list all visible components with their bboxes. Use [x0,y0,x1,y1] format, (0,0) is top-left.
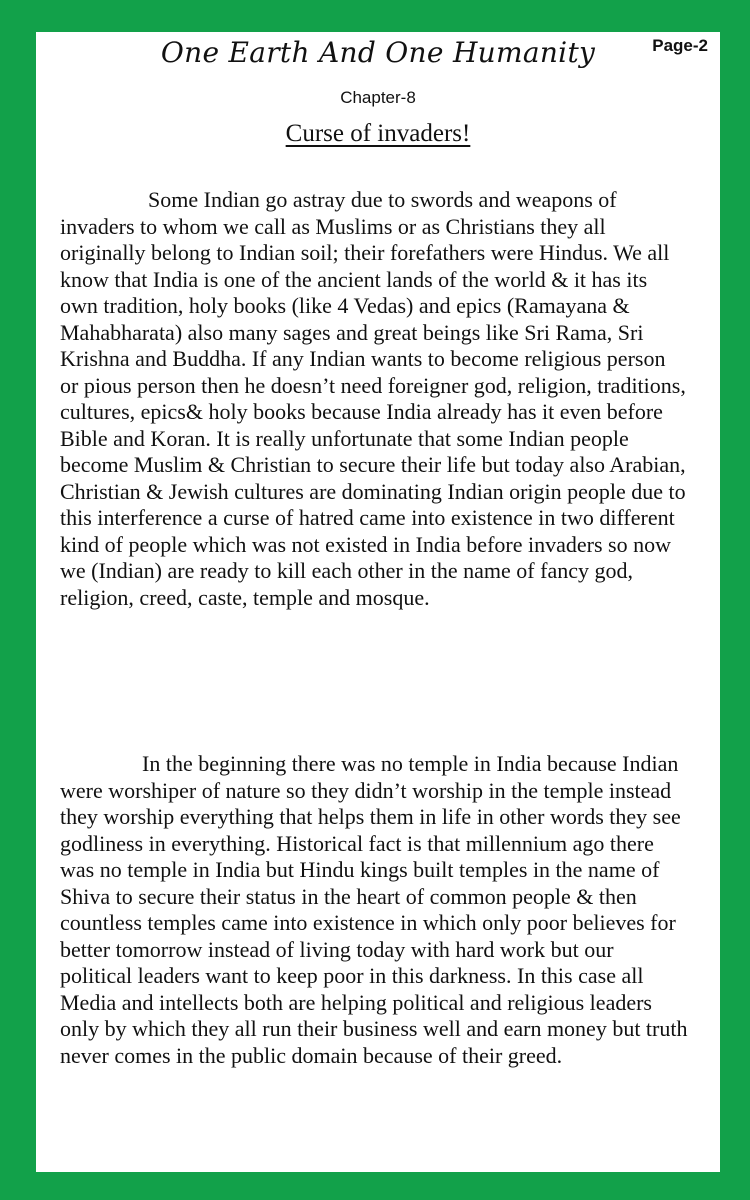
section-title: Curse of invaders! [285,120,471,147]
paragraph-1: Some Indian go astray due to swords and weapons of invaders to whom we call as Muslims or as Christians they all originally belong to Indian soil; their forefathers were Hindus. We all know that India is one of the ancient lands of the world & it has its own tradition, holy books (like 4 Vedas) and epics (Ramayana & Mahabharata) also many sages and great beings like Sri Rama, Sri Krishna and Buddha. If any Indian wants to become religious person or pious person then he doesn’t need foreigner god, religion, traditions, cultures, epics& holy books because India already has it even before Bible and Koran. It is really unfortunate that some Indian people become Muslim & Christian to secure their life but today also Arabian, Christian & Jewish cultures are dominating Indian origin people due to this interference a curse of hatred came into existence in two different kind of people which was not existed in India before invaders so now we (Indian) are ready to kill each other in the name of fancy god, religion, creed, caste, temple and mosque. [60,187,686,610]
page-number: Page-2 [652,36,708,55]
chapter-label: Chapter-8 [340,88,416,107]
book-title: One Earth And One Humanity [160,36,596,69]
book-page [36,32,720,1172]
paragraph-2: In the beginning there was no temple in India because Indian were worshiper of nature so they didn’t worship in the temple instead they worship everything that helps them in life in other words they see godliness in everything. Historical fact is that millennium ago there was no temple in India but Hindu kings built temples in the name of Shiva to secure their status in the heart of common people & then countless temples came into existence in which only poor believes for better tomorrow instead of living today with hard work but our political leaders want to keep poor in this darkness. In this case all Media and intellects both are helping political and religious leaders only by which they all run their business well and earn money but truth never comes in the public domain because of their greed. [60,751,688,1068]
